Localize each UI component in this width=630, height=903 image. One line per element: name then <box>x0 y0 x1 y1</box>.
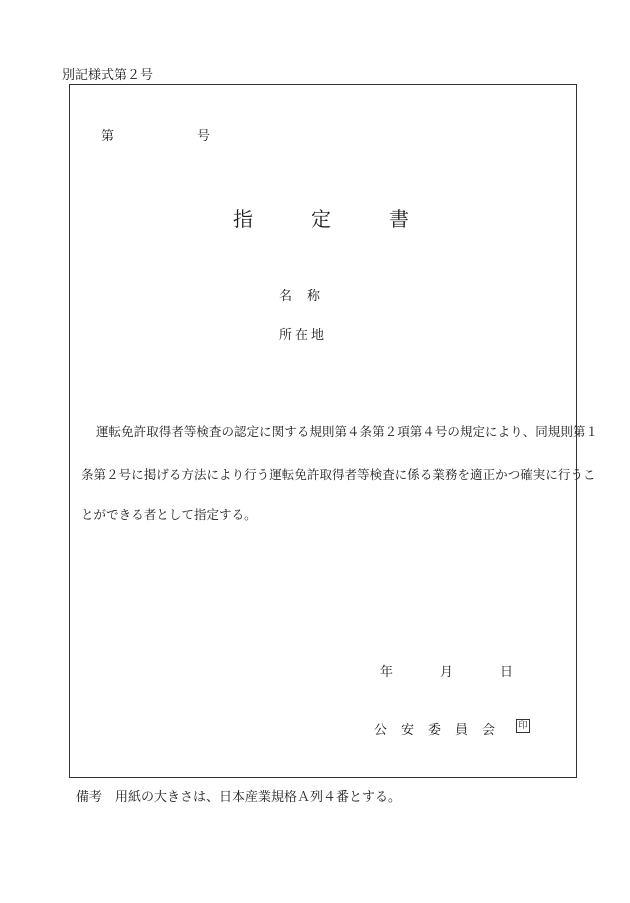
date-year-label: 年 <box>380 665 394 680</box>
body-line-1: 運転免許取得者等検査の認定に関する規則第４条第２項第４号の規定により、同規則第１ <box>96 424 599 439</box>
title-char-1: 指 <box>233 207 253 231</box>
footnote: 備考 用紙の大きさは、日本産業規格Ａ列４番とする。 <box>76 790 402 805</box>
number-suffix: 号 <box>197 129 211 144</box>
form-label: 別記様式第２号 <box>62 68 154 83</box>
date-day-label: 日 <box>500 665 514 680</box>
body-line-3: とができる者として指定する。 <box>81 507 257 522</box>
number-prefix: 第 <box>101 129 115 144</box>
name-field-label: 名称 <box>279 289 336 304</box>
title-char-3: 書 <box>389 207 409 231</box>
title-char-2: 定 <box>311 207 331 231</box>
issuer-name: 公安委員会 <box>374 723 510 738</box>
address-field-label: 所在地 <box>279 328 328 343</box>
body-line-2: 条第２号に掲げる方法により行う運転免許取得者等検査に係る業務を適正かつ確実に行うこ <box>81 467 596 482</box>
seal-mark: 印 <box>516 719 530 733</box>
date-month-label: 月 <box>440 665 454 680</box>
